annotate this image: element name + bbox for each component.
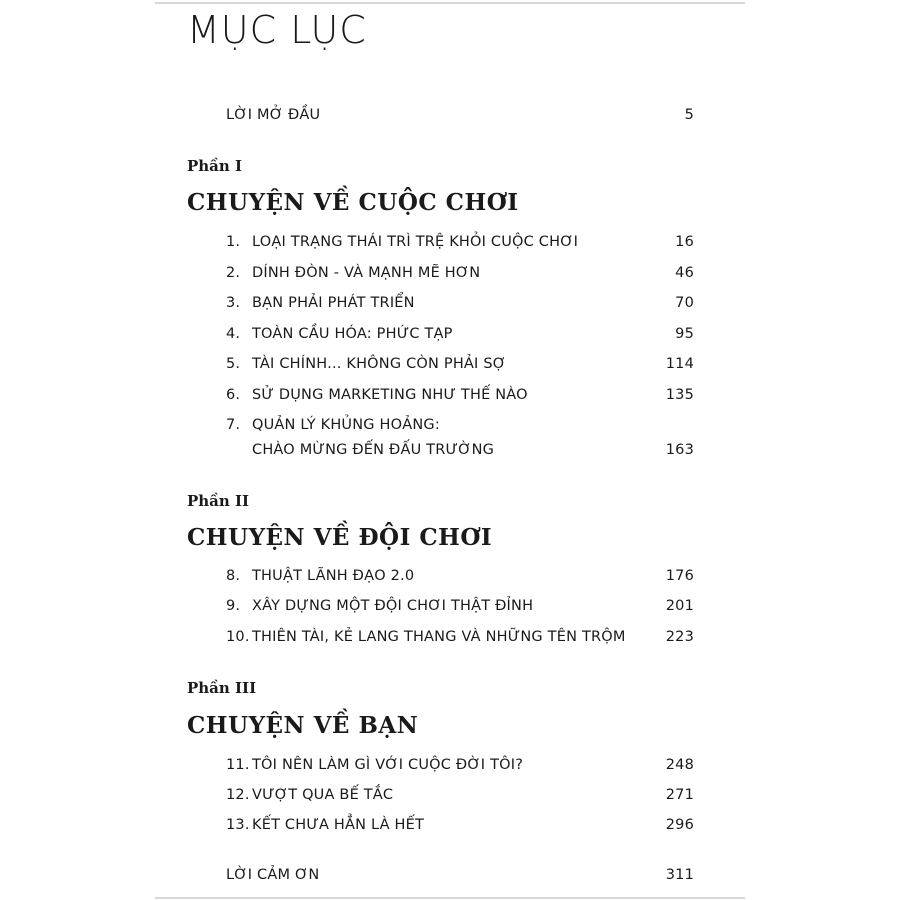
- entry-title: QUẢN LÝ KHỦNG HOẢNG:: [252, 417, 440, 433]
- entry-number: 11.: [226, 757, 250, 773]
- entry-number: 12.: [226, 787, 250, 803]
- entry-title: THIÊN TÀI, KẺ LANG THANG VÀ NHỮNG TÊN TRỘM: [252, 629, 626, 645]
- entry-page-number: 5: [684, 107, 694, 123]
- toc-entry: [226, 326, 698, 348]
- part-label: Phần I: [187, 157, 243, 175]
- bottom-border: [155, 897, 745, 899]
- entry-page-number: 223: [665, 629, 694, 645]
- entry-title: LOẠI TRẠNG THÁI TRÌ TRỆ KHỎI CUỘC CHƠI: [252, 234, 579, 250]
- entry-title: LỜI CẢM ƠN: [226, 867, 320, 883]
- entry-title: BẠN PHẢI PHÁT TRIỂN: [252, 295, 415, 311]
- entry-title: TÀI CHÍNH... KHÔNG CÒN PHẢI SỢ: [252, 356, 507, 372]
- toc-entry: [226, 295, 698, 317]
- entry-page-number: 46: [675, 265, 694, 281]
- entry-page-number: 16: [675, 234, 694, 250]
- toc-entry: [226, 265, 698, 287]
- entry-number: 4.: [226, 326, 241, 342]
- entry-page-number: 296: [665, 817, 694, 833]
- entry-page-number: 311: [665, 867, 694, 883]
- entry-title: THUẬT LÃNH ĐẠO 2.0: [252, 568, 415, 584]
- entry-number: 2.: [226, 265, 241, 281]
- entry-page-number: 201: [665, 598, 694, 614]
- toc-entry: [226, 757, 698, 779]
- toc-entry-intro: [226, 107, 698, 129]
- top-border: [155, 2, 745, 4]
- toc-entry: [226, 787, 698, 809]
- entry-title: TOÀN CẦU HÓA: PHỨC TẠP: [252, 326, 453, 342]
- entry-number: 5.: [226, 356, 241, 372]
- entry-page-number: 176: [665, 568, 694, 584]
- entry-number: 1.: [226, 234, 241, 250]
- entry-number: 9.: [226, 598, 241, 614]
- entry-title: VƯỢT QUA BẾ TẮC: [252, 787, 394, 803]
- entry-title: KẾT CHƯA HẲN LÀ HẾT: [252, 817, 425, 833]
- entry-title: XÂY DỰNG MỘT ĐỘI CHƠI THẬT ĐỈNH: [252, 598, 534, 614]
- entry-number: 8.: [226, 568, 241, 584]
- toc-entry: [226, 417, 698, 467]
- entry-page-number: 163: [665, 442, 694, 458]
- part-label: Phần III: [187, 679, 257, 697]
- toc-entry-acknowledgements: [226, 867, 698, 889]
- entry-title-continued: CHÀO MỪNG ĐẾN ĐẤU TRƯỜNG: [252, 442, 495, 458]
- toc-entry: [226, 356, 698, 378]
- entry-number: 6.: [226, 387, 241, 403]
- part-title: CHUYỆN VỀ ĐỘI CHƠI: [187, 524, 493, 551]
- entry-title: TÔI NÊN LÀM GÌ VỚI CUỘC ĐỜI TÔI?: [252, 757, 524, 773]
- entry-title: LỜI MỞ ĐẦU: [226, 107, 321, 123]
- entry-number: 7.: [226, 417, 241, 433]
- entry-page-number: 95: [675, 326, 694, 342]
- toc-entry: [226, 568, 698, 590]
- entry-number: 3.: [226, 295, 241, 311]
- entry-page-number: 114: [665, 356, 694, 372]
- toc-entry: [226, 817, 698, 839]
- toc-entry: [226, 234, 698, 256]
- toc-entry: [226, 629, 698, 651]
- entry-number: 10.: [226, 629, 250, 645]
- page-title: MỤC LỤC: [187, 8, 367, 52]
- entry-number: 13.: [226, 817, 250, 833]
- part-title: CHUYỆN VỀ BẠN: [187, 712, 419, 739]
- entry-page-number: 271: [665, 787, 694, 803]
- entry-title: DÍNH ĐÒN - VÀ MẠNH MẼ HƠN: [252, 265, 481, 281]
- entry-page-number: 70: [675, 295, 694, 311]
- entry-page-number: 135: [665, 387, 694, 403]
- entry-page-number: 248: [665, 757, 694, 773]
- toc-entry: [226, 598, 698, 620]
- toc-entry: [226, 387, 698, 409]
- part-title: CHUYỆN VỀ CUỘC CHƠI: [187, 189, 519, 216]
- part-label: Phần II: [187, 492, 250, 510]
- entry-title: SỬ DỤNG MARKETING NHƯ THẾ NÀO: [252, 387, 528, 403]
